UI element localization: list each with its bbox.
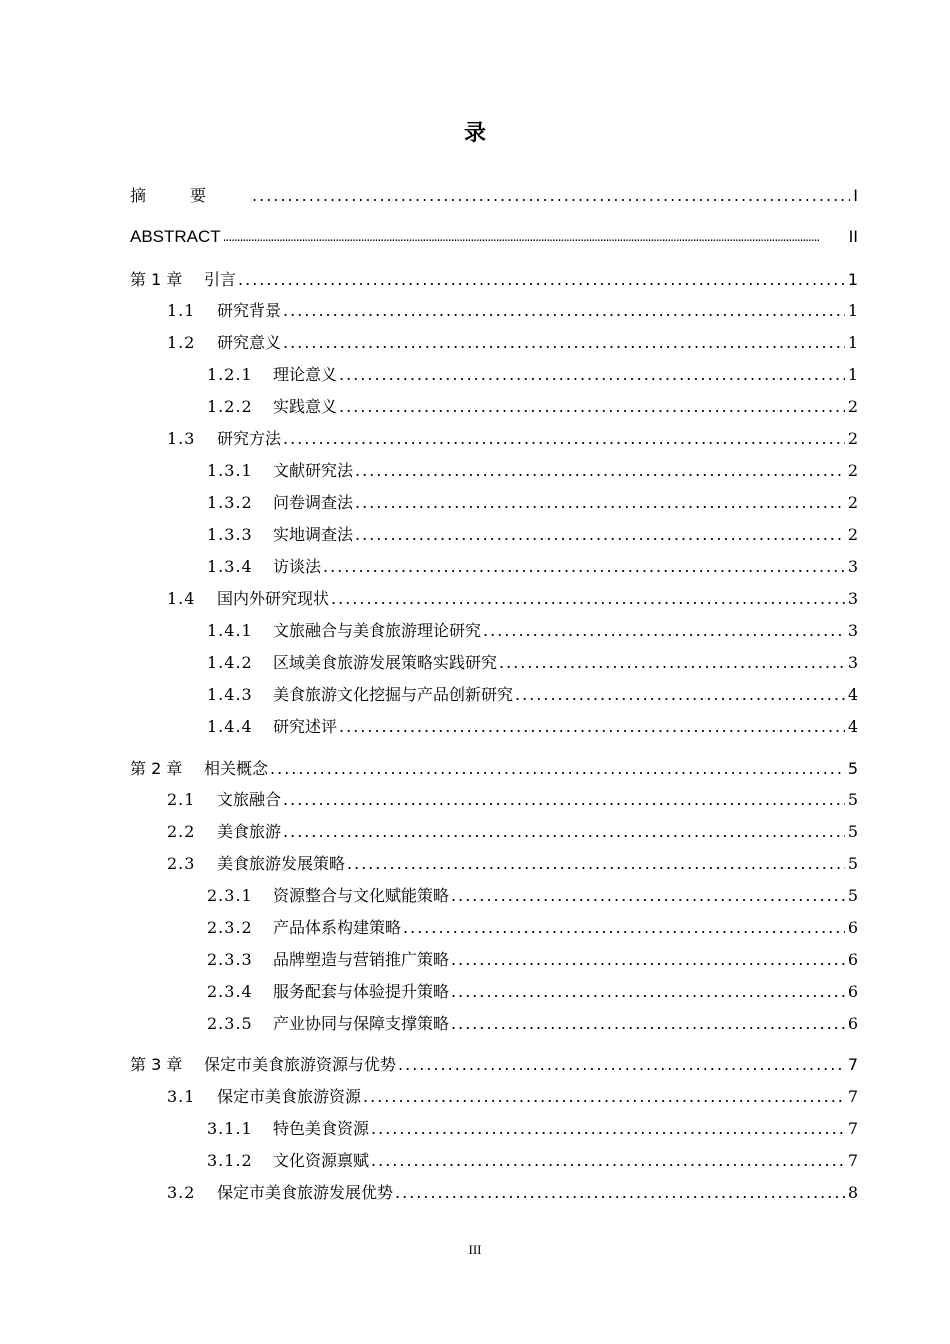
toc-entry[interactable]	[207, 946, 858, 970]
toc-entry-title: 研究方法	[217, 429, 282, 448]
toc-entry[interactable]	[207, 361, 858, 385]
toc-entry-label	[207, 1119, 369, 1139]
toc-entry[interactable]	[167, 1083, 858, 1107]
toc-entry-label	[207, 397, 337, 417]
toc-entry-page: 6	[847, 982, 858, 1001]
toc-entry-page: 1	[847, 365, 858, 384]
toc-entry-number: 1.3.3	[207, 525, 253, 544]
toc-entry-label	[167, 1183, 393, 1203]
toc-entry-title: 实践意义	[273, 397, 338, 416]
toc-entry[interactable]	[207, 1147, 858, 1171]
toc-entry[interactable]	[167, 329, 858, 353]
toc-entry-title: ABSTRACT	[130, 227, 221, 246]
toc-entry-label	[207, 621, 481, 641]
toc-entry[interactable]	[207, 914, 858, 938]
toc-entry[interactable]	[130, 755, 858, 779]
toc-leader-dots	[323, 557, 845, 577]
toc-leader-dots	[331, 589, 845, 609]
page-number: III	[468, 1242, 482, 1257]
toc-entry-title: 相关概念	[204, 759, 269, 778]
toc-entry-label	[207, 1014, 449, 1034]
toc-leader-dots	[451, 950, 845, 970]
toc-entry-title: 文献研究法	[273, 461, 354, 480]
toc-entry-number: 1.3	[167, 429, 196, 448]
toc-entry-title: 实地调查法	[273, 525, 354, 544]
toc-entry-number: 3.1	[167, 1087, 196, 1106]
toc-entry-page: 7	[847, 1119, 858, 1138]
toc-entry-label	[130, 270, 236, 290]
toc-entry-label	[167, 301, 281, 321]
toc-entry-page: 4	[847, 717, 858, 736]
toc-entry-title: 访谈法	[273, 557, 322, 576]
toc-entry-page: 5	[847, 886, 858, 905]
toc-entry-label	[167, 854, 345, 874]
toc-entry-number: 1.4.2	[207, 653, 253, 672]
toc-entry-number: 第 3 章	[130, 1055, 183, 1074]
toc-entry-title: 产业协同与保障支撑策略	[273, 1014, 450, 1033]
toc-leader-dots	[223, 227, 846, 247]
toc-entry-label	[167, 822, 281, 842]
toc-entry-page: 7	[847, 1087, 858, 1106]
toc-entry-label	[207, 493, 353, 513]
toc-entry-label	[207, 461, 353, 481]
toc-entry-title: 理论意义	[273, 365, 338, 384]
toc-entry-page: 3	[847, 653, 858, 672]
toc-entry-page: II	[848, 227, 858, 246]
toc-entry-number: 3.1.1	[207, 1119, 253, 1138]
toc-entry-title: 研究背景	[217, 301, 282, 320]
toc-leader-dots	[283, 429, 845, 449]
toc-entry-label	[207, 685, 513, 705]
toc-entry-label	[207, 918, 401, 938]
toc-entry-label	[207, 886, 449, 906]
toc-leader-dots	[238, 270, 845, 290]
toc-leader-dots	[483, 621, 845, 641]
toc-leader-dots	[371, 1119, 845, 1139]
toc-entry-number: 1.4.4	[207, 717, 253, 736]
toc-entry-label	[130, 759, 268, 779]
toc-entry-page: 1	[847, 333, 858, 352]
toc-entry[interactable]	[207, 649, 858, 673]
toc-entry-number: 第 2 章	[130, 759, 183, 778]
toc-entry-page: 3	[847, 589, 858, 608]
toc-entry-title: 摘要	[130, 186, 251, 205]
toc-entry[interactable]	[130, 1051, 858, 1075]
toc-entry-page: 7	[847, 1151, 858, 1170]
toc-entry-label	[130, 1055, 396, 1075]
toc-entry[interactable]	[207, 1115, 858, 1139]
toc-entry[interactable]	[167, 425, 858, 449]
toc-entry-title: 研究意义	[217, 333, 282, 352]
toc-entry-number: 2.3.1	[207, 886, 253, 905]
toc-entry-title: 文化资源禀赋	[273, 1151, 370, 1170]
toc-entry-page: 6	[847, 918, 858, 937]
toc-entry-label	[207, 557, 321, 577]
toc-leader-dots	[499, 653, 845, 673]
toc-entry-title: 特色美食资源	[273, 1119, 370, 1138]
toc-entry-title: 产品体系构建策略	[273, 918, 402, 937]
toc-leader-dots	[451, 982, 845, 1002]
page-title: 录	[463, 121, 486, 146]
toc-entry-number: 3.1.2	[207, 1151, 253, 1170]
toc-leader-dots	[347, 854, 845, 874]
toc-entry-number: 2.3.3	[207, 950, 253, 969]
toc-entry-number: 1.3.2	[207, 493, 253, 512]
toc-leader-dots	[355, 525, 845, 545]
toc-entry-page: 6	[847, 950, 858, 969]
toc-entry-page: 5	[847, 759, 858, 778]
toc-leader-dots	[371, 1151, 845, 1171]
toc-entry-number: 1.1	[167, 301, 196, 320]
toc-entry-page: 2	[847, 461, 858, 480]
toc-entry-number: 2.3	[167, 854, 196, 873]
toc-entry[interactable]	[207, 1010, 858, 1034]
toc-entry-page: 8	[847, 1183, 858, 1202]
toc-entry-label	[207, 653, 497, 673]
toc-entry-page: 7	[847, 1055, 858, 1074]
toc-leader-dots	[403, 918, 845, 938]
toc-leader-dots	[451, 1014, 845, 1034]
toc-entry-title: 国内外研究现状	[217, 589, 330, 608]
toc-entry-label	[167, 790, 281, 810]
toc-entry-label	[207, 717, 337, 737]
toc-entry[interactable]	[207, 681, 858, 705]
toc-entry[interactable]	[207, 457, 858, 481]
toc-entry-number: 2.3.2	[207, 918, 253, 937]
toc-entry-page: 1	[847, 270, 858, 289]
toc-entry-number: 2.3.4	[207, 982, 253, 1001]
toc-entry-title: 美食旅游文化挖掘与产品创新研究	[273, 685, 514, 704]
toc-entry-title: 问卷调查法	[273, 493, 354, 512]
toc-leader-dots	[355, 461, 845, 481]
toc-leader-dots	[252, 186, 850, 206]
toc-entry-label	[207, 982, 449, 1002]
toc-entry[interactable]	[130, 266, 858, 290]
toc-entry-number: 3.2	[167, 1183, 196, 1202]
toc-entry[interactable]	[167, 297, 858, 321]
toc-entry-number: 1.2.2	[207, 397, 253, 416]
toc-entry-title: 文旅融合与美食旅游理论研究	[273, 621, 482, 640]
toc-entry-number: 1.4.3	[207, 685, 253, 704]
toc-entry-title: 保定市美食旅游资源	[217, 1087, 362, 1106]
toc-entry[interactable]	[207, 978, 858, 1002]
toc-entry-number: 1.4	[167, 589, 196, 608]
toc-entry-number: 2.3.5	[207, 1014, 253, 1033]
toc-entry-label	[207, 365, 337, 385]
toc-entry-title: 保定市美食旅游资源与优势	[204, 1055, 397, 1074]
toc-entry-page: 4	[847, 685, 858, 704]
toc-leader-dots	[339, 717, 845, 737]
toc-leader-dots	[339, 365, 845, 385]
toc-entry-title: 品牌塑造与营销推广策略	[273, 950, 450, 969]
toc-entry-title: 美食旅游	[217, 822, 282, 841]
toc-leader-dots	[339, 397, 845, 417]
toc-entry-number: 2.2	[167, 822, 196, 841]
toc-entry-page: 6	[847, 1014, 858, 1033]
toc-entry[interactable]	[130, 223, 858, 247]
toc-entry-title: 区域美食旅游发展策略实践研究	[273, 653, 498, 672]
toc-entry-number: 2.1	[167, 790, 196, 809]
toc-entry-title: 服务配套与体验提升策略	[273, 982, 450, 1001]
toc-entry[interactable]	[167, 1179, 858, 1203]
toc-entry[interactable]	[207, 882, 858, 906]
toc-leader-dots	[363, 1087, 845, 1107]
toc-entry-page: 2	[847, 429, 858, 448]
toc-entry-label	[207, 1151, 369, 1171]
toc-leader-dots	[283, 822, 845, 842]
toc-entry-page: 5	[847, 790, 858, 809]
toc-entry[interactable]	[207, 393, 858, 417]
toc-entry[interactable]	[207, 713, 858, 737]
toc-leader-dots	[398, 1055, 845, 1075]
toc-leader-dots	[515, 685, 845, 705]
toc-entry-title: 引言	[204, 270, 237, 289]
toc-entry-number: 第 1 章	[130, 270, 183, 289]
toc-entry[interactable]	[167, 585, 858, 609]
toc-entry-page: 5	[847, 854, 858, 873]
toc-entry-number: 1.3.1	[207, 461, 253, 480]
toc-leader-dots	[355, 493, 845, 513]
toc-leader-dots	[283, 333, 845, 353]
toc-entry-title: 资源整合与文化赋能策略	[273, 886, 450, 905]
toc-leader-dots	[270, 759, 845, 779]
toc-entry-label	[207, 525, 353, 545]
toc-entry-page: 2	[847, 493, 858, 512]
toc-leader-dots	[395, 1183, 845, 1203]
toc-entry-number: 1.4.1	[207, 621, 253, 640]
toc-entry-label	[130, 227, 221, 247]
toc-entry[interactable]	[207, 553, 858, 577]
toc-entry-page: 2	[847, 525, 858, 544]
toc-entry-label	[167, 333, 281, 353]
toc-leader-dots	[451, 886, 845, 906]
toc-entry[interactable]	[167, 818, 858, 842]
toc-entry-label	[167, 589, 329, 609]
toc-entry-page: 2	[847, 397, 858, 416]
toc-entry-page: I	[853, 186, 858, 205]
toc-entry-number: 1.2	[167, 333, 196, 352]
toc-entry-label	[167, 429, 281, 449]
toc-leader-dots	[283, 790, 845, 810]
toc-entry-number: 1.3.4	[207, 557, 253, 576]
toc-entry-label	[207, 950, 449, 970]
toc-entry[interactable]	[167, 786, 858, 810]
toc-entry-page: 3	[847, 557, 858, 576]
toc-entry-page: 5	[847, 822, 858, 841]
toc-entry-title: 保定市美食旅游发展优势	[217, 1183, 394, 1202]
toc-entry-title: 研究述评	[273, 717, 338, 736]
toc-entry-number: 1.2.1	[207, 365, 253, 384]
toc-entry-page: 3	[847, 621, 858, 640]
toc-entry[interactable]	[207, 489, 858, 513]
toc-entry[interactable]	[167, 850, 858, 874]
toc-entry-title: 文旅融合	[217, 790, 282, 809]
toc-entry[interactable]	[207, 617, 858, 641]
toc-entry[interactable]	[130, 182, 858, 206]
toc-entry[interactable]	[207, 521, 858, 545]
toc-leader-dots	[283, 301, 845, 321]
toc-entry-label	[167, 1087, 361, 1107]
toc-entry-title: 美食旅游发展策略	[217, 854, 346, 873]
toc-entry-page: 1	[847, 301, 858, 320]
toc-entry-label	[130, 186, 250, 206]
